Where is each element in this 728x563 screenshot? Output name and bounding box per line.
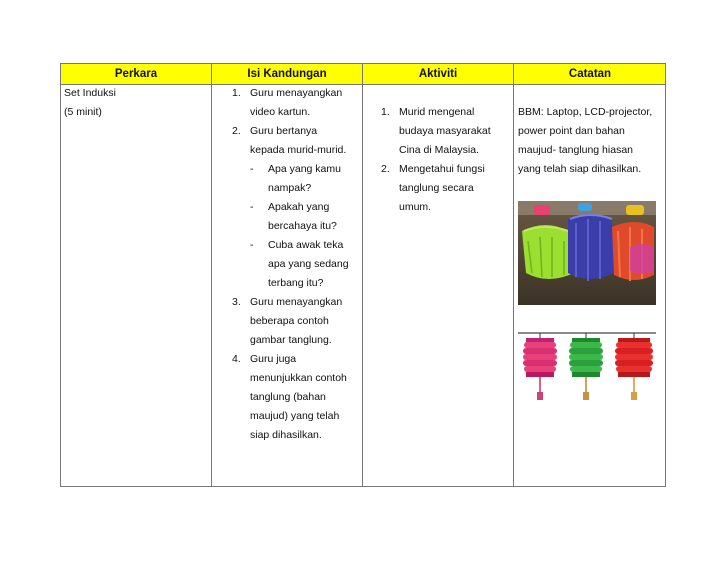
lesson-plan-table — [60, 63, 666, 487]
paper-lanterns-photo — [518, 201, 656, 305]
column-divider — [513, 64, 514, 486]
catatan-line: maujud- tanglung hiasan — [518, 144, 633, 156]
header-aktiviti: Aktiviti — [418, 68, 458, 80]
isi-kandungan-cell — [232, 84, 349, 445]
hanging-lanterns-photo — [518, 326, 656, 412]
list-item: 4. Guru juga — [232, 353, 297, 365]
list-item: 1. Murid mengenal — [381, 106, 475, 118]
sub-list-item: - Apakah yang — [250, 201, 330, 213]
list-item-cont: umum. — [399, 201, 432, 213]
list-item-cont: siap dihasilkan. — [250, 429, 322, 441]
sub-list-item-cont: bercahaya itu? — [268, 220, 337, 232]
list-item-cont: tanglung (bahan — [250, 391, 326, 403]
catatan-line: BBM: Laptop, LCD-projector, — [518, 106, 653, 118]
sub-list-item-cont: apa yang sedang — [268, 258, 349, 270]
header-catatan: Catatan — [568, 68, 612, 80]
catatan-line: power point dan bahan — [518, 125, 625, 137]
column-divider — [362, 64, 363, 486]
list-item: 3. Guru menayangkan — [232, 296, 343, 308]
list-item-cont: gambar tanglung. — [250, 334, 332, 346]
list-item-cont: kepada murid-murid. — [250, 144, 347, 156]
sub-list-item: - Apa yang kamu — [250, 163, 341, 175]
list-item-cont: budaya masyarakat — [399, 125, 491, 137]
list-item: 1. Guru menayangkan — [232, 87, 343, 99]
perkara-cell — [64, 84, 116, 122]
header-isi-kandungan: Isi Kandungan — [247, 68, 327, 80]
list-item-cont: Cina di Malaysia. — [399, 144, 479, 156]
sub-list-item-cont: terbang itu? — [268, 277, 324, 289]
sub-list-item-cont: nampak? — [268, 182, 312, 194]
column-divider — [211, 64, 212, 486]
list-item-cont: menunjukkan contoh — [250, 372, 347, 384]
header-perkara: Perkara — [114, 68, 158, 80]
sub-list-item: - Cuba awak teka — [250, 239, 344, 251]
list-item: 2. Mengetahui fungsi — [381, 163, 485, 175]
list-item: 2. Guru bertanya — [232, 125, 318, 137]
catatan-cell — [518, 103, 652, 179]
list-item-cont: video kartun. — [250, 106, 311, 118]
perkara-duration: (5 minit) — [64, 106, 102, 118]
list-item-cont: tanglung secara — [399, 182, 474, 194]
catatan-line: yang telah siap dihasilkan. — [518, 163, 642, 175]
aktiviti-cell — [381, 103, 491, 217]
perkara-title: Set Induksi — [64, 87, 116, 99]
list-item-cont: maujud) yang telah — [250, 410, 340, 422]
list-item-cont: beberapa contoh — [250, 315, 329, 327]
